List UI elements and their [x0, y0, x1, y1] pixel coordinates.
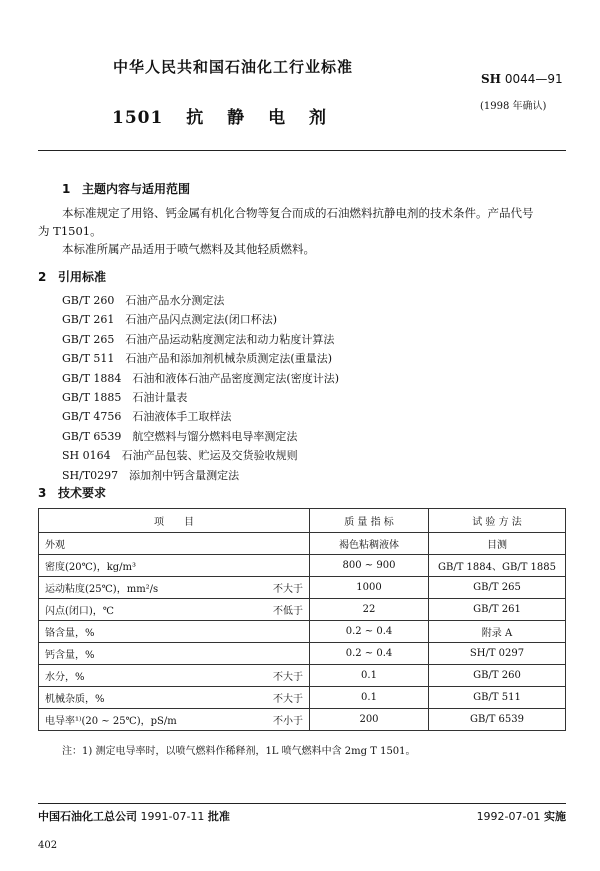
- reference-item: SH/T0297 添加剂中钙含量测定法: [62, 468, 240, 482]
- row-spec: 1000: [310, 577, 429, 599]
- row-item-cell: [39, 599, 310, 621]
- table-row: [39, 577, 566, 599]
- section-2-title: 引用标准: [58, 270, 107, 284]
- table-row: [39, 621, 566, 643]
- table-header-row: [39, 509, 566, 533]
- row-limit: 不低于: [273, 606, 303, 617]
- row-item: 密度(20℃)，kg/m³: [45, 562, 137, 573]
- row-item-cell: [39, 643, 310, 665]
- section-1-para1-line1: 本标准规定了用铬、钙金属有机化合物等复合而成的石油燃料抗静电剂的技术条件。产品代号: [62, 206, 534, 220]
- row-limit: 不大于: [273, 584, 303, 595]
- issue-date: 1991-07-11: [137, 810, 208, 823]
- row-spec: 800 ~ 900: [310, 555, 429, 577]
- reference-item: GB/T 1885 石油计量表: [62, 391, 188, 405]
- issuer: 中国石油化工总公司: [38, 810, 137, 823]
- standard-code-prefix: SH: [481, 72, 502, 86]
- row-spec: 褐色粘稠液体: [310, 533, 429, 555]
- confirmation-note: (1998 年确认): [480, 101, 547, 112]
- row-item: 外观: [45, 540, 65, 551]
- table-row: [39, 665, 566, 687]
- row-item: 运动粘度(25℃)，mm²/s: [45, 584, 159, 595]
- row-spec: 0.2 ~ 0.4: [310, 643, 429, 665]
- row-item-cell: [39, 555, 310, 577]
- reference-list: [62, 291, 339, 485]
- row-item-cell: [39, 577, 310, 599]
- row-item: 水分，%: [45, 672, 85, 683]
- row-method: 附录 A: [429, 621, 566, 643]
- table-row: [39, 687, 566, 709]
- row-method: 目测: [429, 533, 566, 555]
- implementation-info: [477, 808, 566, 824]
- row-method: GB/T 260: [429, 665, 566, 687]
- implementation-label: 实施: [544, 810, 566, 823]
- page-number: 402: [38, 840, 58, 851]
- footer-divider: [38, 803, 566, 804]
- row-item-cell: [39, 621, 310, 643]
- row-item: 铬含量，%: [45, 628, 95, 639]
- table-footnote: 注：1) 测定电导率时，以喷气燃料作稀释剂，1L 喷气燃料中含 2mg T 1501。: [62, 746, 416, 757]
- implementation-date: 1992-07-01: [476, 810, 544, 823]
- row-limit: 不小于: [273, 716, 303, 727]
- header-item: 项 目: [39, 509, 310, 533]
- reference-item: GB/T 511 石油产品和添加剂机械杂质测定法(重量法): [62, 352, 332, 366]
- standard-code-number: 0044—91: [501, 72, 563, 86]
- row-method: GB/T 261: [429, 599, 566, 621]
- spec-table: [38, 508, 566, 731]
- section-1-heading: [62, 180, 190, 197]
- table-row: [39, 643, 566, 665]
- standard-code: [481, 72, 563, 86]
- table-row: [39, 533, 566, 555]
- product-name: 1501 抗 静 电 剂: [112, 108, 327, 128]
- row-limit: 不大于: [273, 694, 303, 705]
- row-spec: 200: [310, 709, 429, 731]
- section-2-number: 2: [38, 270, 47, 284]
- org-title: 中华人民共和国石油化工行业标准: [113, 58, 354, 76]
- row-method: GB/T 265: [429, 577, 566, 599]
- row-spec: 0.2 ~ 0.4: [310, 621, 429, 643]
- header-spec: 质 量 指 标: [310, 509, 429, 533]
- section-3-number: 3: [38, 486, 47, 500]
- header-method: 试 验 方 法: [429, 509, 566, 533]
- reference-item: GB/T 265 石油产品运动粘度测定法和动力粘度计算法: [62, 332, 335, 346]
- row-spec: 22: [310, 599, 429, 621]
- section-2-heading: [38, 268, 106, 285]
- reference-item: SH 0164 石油产品包装、贮运及交货验收规则: [62, 449, 298, 463]
- issue-info: [38, 808, 230, 824]
- row-method: GB/T 6539: [429, 709, 566, 731]
- row-item-cell: [39, 665, 310, 687]
- row-item-cell: [39, 533, 310, 555]
- reference-item: GB/T 261 石油产品闪点测定法(闭口杯法): [62, 313, 277, 327]
- issue-label: 批准: [207, 810, 230, 823]
- section-3-heading: [38, 484, 106, 501]
- reference-item: GB/T 4756 石油液体手工取样法: [62, 410, 232, 424]
- reference-item: GB/T 6539 航空燃料与馏分燃料电导率测定法: [62, 429, 298, 443]
- row-spec: 0.1: [310, 665, 429, 687]
- row-item-cell: [39, 687, 310, 709]
- section-3-title: 技术要求: [58, 486, 107, 500]
- table-row: [39, 709, 566, 731]
- header-divider: [38, 150, 566, 151]
- row-method: GB/T 511: [429, 687, 566, 709]
- row-item: 钙含量，%: [45, 650, 95, 661]
- section-1-title: 主题内容与适用范围: [82, 182, 191, 196]
- row-limit: 不大于: [273, 672, 303, 683]
- reference-item: GB/T 1884 石油和液体石油产品密度测定法(密度计法): [62, 371, 339, 385]
- row-spec: 0.1: [310, 687, 429, 709]
- row-item: 机械杂质，%: [45, 694, 105, 705]
- table-row: [39, 599, 566, 621]
- row-method: GB/T 1884、GB/T 1885: [429, 555, 566, 577]
- row-item: 电导率¹⁾(20 ~ 25℃)，pS/m: [45, 716, 177, 727]
- reference-item: GB/T 260 石油产品水分测定法: [62, 294, 225, 307]
- table-row: [39, 555, 566, 577]
- row-item-cell: [39, 709, 310, 731]
- section-1-body: [62, 204, 572, 222]
- section-1-para2: 本标准所属产品适用于喷气燃料及其他轻质燃料。: [62, 242, 315, 256]
- section-1-para1-line2: 为 T1501。: [38, 224, 102, 238]
- row-item: 闪点(闭口)，℃: [45, 606, 114, 617]
- row-method: SH/T 0297: [429, 643, 566, 665]
- section-1-number: 1: [62, 182, 71, 196]
